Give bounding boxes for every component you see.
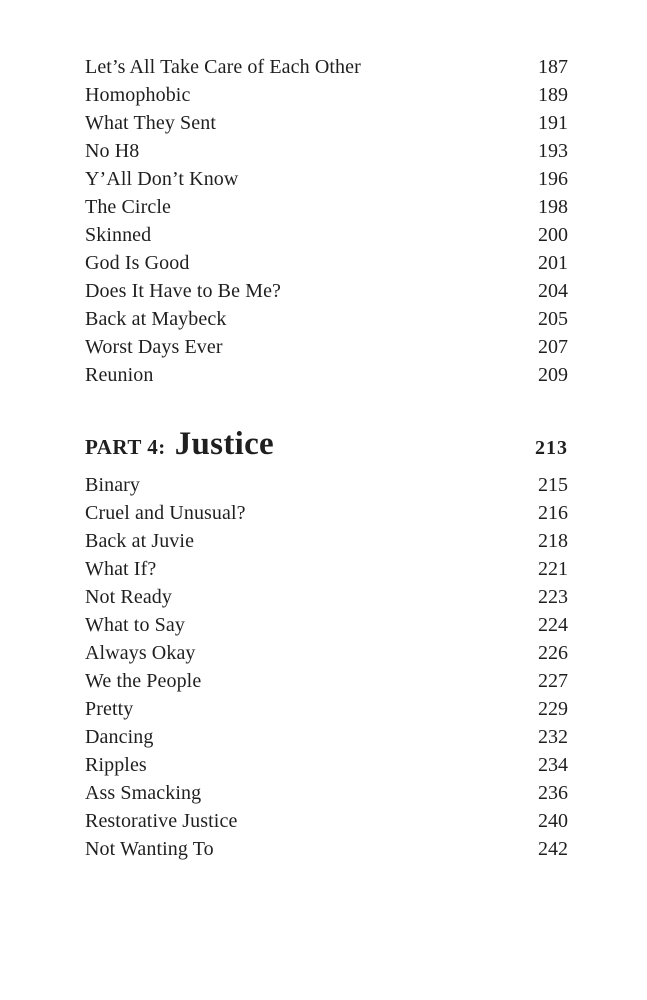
toc-entry-page: 226	[538, 642, 568, 664]
toc-entry-row	[85, 193, 568, 221]
toc-entry-page: 223	[538, 586, 568, 608]
toc-entry-page: 187	[538, 56, 568, 78]
toc-entry-title: Y’All Don’t Know	[85, 168, 239, 190]
toc-entry-row	[85, 361, 568, 389]
toc-entry-row	[85, 305, 568, 333]
part-heading-text	[85, 426, 274, 463]
part-heading	[85, 426, 568, 463]
toc-entry-page: 240	[538, 810, 568, 832]
toc-entry-row	[85, 137, 568, 165]
toc-entry-row	[85, 751, 568, 779]
toc-entry-row	[85, 333, 568, 361]
toc-entry-row	[85, 165, 568, 193]
toc-entry-row	[85, 249, 568, 277]
toc-entry-title: Ripples	[85, 754, 147, 776]
toc-entry-row	[85, 583, 568, 611]
toc-entry-title: Always Okay	[85, 642, 196, 664]
part-label: PART 4:	[85, 435, 166, 459]
toc-entry-row	[85, 221, 568, 249]
toc-entry-row	[85, 695, 568, 723]
toc-entry-title: God Is Good	[85, 252, 190, 274]
toc-entry-title: Homophobic	[85, 84, 191, 106]
toc-entry-page: 218	[538, 530, 568, 552]
toc-entry-page: 216	[538, 502, 568, 524]
toc-entry-title: Not Ready	[85, 586, 172, 608]
toc-entry-title: Not Wanting To	[85, 838, 214, 860]
toc-entry-row	[85, 277, 568, 305]
toc-entry-page: 236	[538, 782, 568, 804]
toc-entry-title: Pretty	[85, 698, 134, 720]
toc-entry-page: 209	[538, 364, 568, 386]
toc-entry-title: No H8	[85, 140, 140, 162]
toc-entry-page: 189	[538, 84, 568, 106]
toc-entry-page: 224	[538, 614, 568, 636]
toc-entry-title: Reunion	[85, 364, 154, 386]
toc-entry-row	[85, 53, 568, 81]
toc-entry-title: Cruel and Unusual?	[85, 502, 246, 524]
toc-entry-row	[85, 527, 568, 555]
toc-entry-row	[85, 471, 568, 499]
toc-entry-page: 229	[538, 698, 568, 720]
toc-entry-row	[85, 109, 568, 137]
toc-entry-page: 196	[538, 168, 568, 190]
toc-entry-page: 205	[538, 308, 568, 330]
toc-entry-page: 232	[538, 726, 568, 748]
toc-entry-row	[85, 81, 568, 109]
toc-entry-title: Skinned	[85, 224, 152, 246]
toc-entries-part4	[85, 471, 568, 863]
toc-entry-page: 227	[538, 670, 568, 692]
toc-entry-title: Worst Days Ever	[85, 336, 223, 358]
toc-entry-title: What to Say	[85, 614, 185, 636]
toc-entry-page: 215	[538, 474, 568, 496]
toc-entry-row	[85, 555, 568, 583]
toc-entry-page: 198	[538, 196, 568, 218]
toc-entry-row	[85, 667, 568, 695]
part-title: Justice	[174, 426, 274, 462]
toc-entry-page: 193	[538, 140, 568, 162]
toc-entry-title: Back at Juvie	[85, 530, 195, 552]
toc-entry-page: 200	[538, 224, 568, 246]
toc-entry-title: What If?	[85, 558, 157, 580]
toc-entry-title: Dancing	[85, 726, 154, 748]
toc-entry-page: 234	[538, 754, 568, 776]
toc-entry-page: 242	[538, 838, 568, 860]
toc-entry-title: The Circle	[85, 196, 171, 218]
toc-entry-title: Binary	[85, 474, 141, 496]
toc-entry-row	[85, 723, 568, 751]
toc-entry-page: 204	[538, 280, 568, 302]
toc-entry-title: Let’s All Take Care of Each Other	[85, 56, 361, 78]
toc-entry-row	[85, 807, 568, 835]
toc-entry-title: Ass Smacking	[85, 782, 202, 804]
toc-entry-page: 221	[538, 558, 568, 580]
toc-entry-title: We the People	[85, 670, 202, 692]
toc-entry-row	[85, 611, 568, 639]
toc-entry-row	[85, 499, 568, 527]
toc-entries-top	[85, 53, 568, 389]
toc-entry-page: 201	[538, 252, 568, 274]
toc-entry-title: Back at Maybeck	[85, 308, 227, 330]
toc-entry-row	[85, 779, 568, 807]
toc-entry-page: 191	[538, 112, 568, 134]
toc-entry-title: Restorative Justice	[85, 810, 238, 832]
toc-entry-row	[85, 835, 568, 863]
toc-entry-page: 207	[538, 336, 568, 358]
toc-entry-title: Does It Have to Be Me?	[85, 280, 282, 302]
toc-entry-row	[85, 639, 568, 667]
toc-entry-title: What They Sent	[85, 112, 216, 134]
part-page-number: 213	[535, 437, 568, 459]
